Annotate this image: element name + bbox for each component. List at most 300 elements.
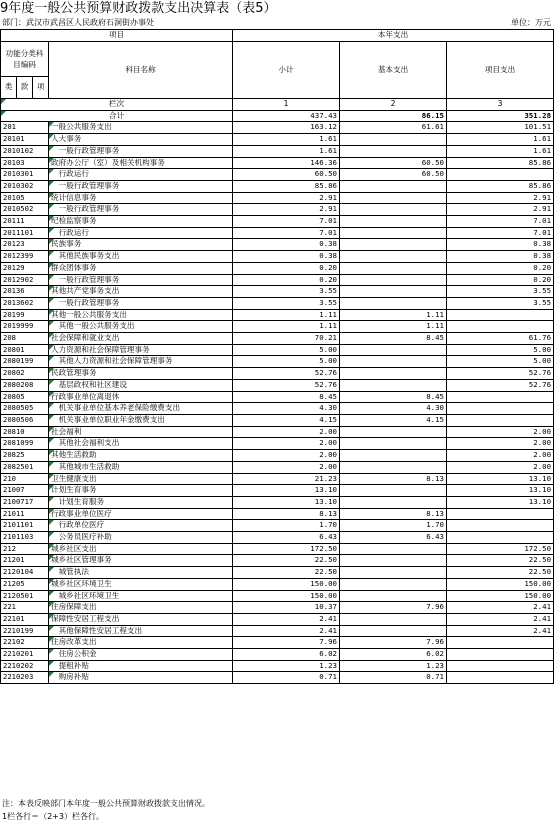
- row-item-name: 其他城市生活救助: [49, 461, 233, 473]
- row-code: 20825: [1, 450, 49, 462]
- header-item-name: 科目名称: [49, 42, 233, 99]
- row-project: 2.91: [447, 204, 554, 216]
- row-project: [447, 649, 554, 661]
- row-basic: 8.45: [340, 333, 447, 345]
- row-code: 20805: [1, 391, 49, 403]
- row-code: 2101103: [1, 532, 49, 544]
- row-code: 2013602: [1, 297, 49, 309]
- row-basic: [340, 204, 447, 216]
- row-item-name: 民政管理事务: [49, 368, 233, 380]
- row-item-name: 群众团体事务: [49, 262, 233, 274]
- table-row: [1, 180, 554, 192]
- row-code: 210: [1, 473, 49, 485]
- row-project: 7.01: [447, 227, 554, 239]
- row-project: 52.76: [447, 379, 554, 391]
- row-basic: [340, 379, 447, 391]
- row-item-name: 政府办公厅（室）及相关机构事务: [49, 157, 233, 169]
- row-code: 20105: [1, 192, 49, 204]
- header-expenditure: 本年支出: [233, 30, 554, 42]
- header-basic: 基本支出: [340, 42, 447, 99]
- row-item-name: 一般行政管理事务: [49, 297, 233, 309]
- row-subtotal: 163.12: [233, 122, 340, 134]
- row-project: 13.10: [447, 485, 554, 497]
- row-code: 2210199: [1, 625, 49, 637]
- row-project: [447, 169, 554, 181]
- table-row: [1, 274, 554, 286]
- row-project: 3.55: [447, 297, 554, 309]
- row-code: 20103: [1, 157, 49, 169]
- row-code: 20111: [1, 216, 49, 228]
- row-basic: [340, 274, 447, 286]
- row-basic: 1.11: [340, 309, 447, 321]
- table-row: [1, 625, 554, 637]
- row-project: 1.61: [447, 134, 554, 146]
- row-code: 20129: [1, 262, 49, 274]
- row-code: 2082501: [1, 461, 49, 473]
- table-row: [1, 192, 554, 204]
- table-row: [1, 262, 554, 274]
- row-subtotal: 146.36: [233, 157, 340, 169]
- row-project: [447, 637, 554, 649]
- row-basic: [340, 590, 447, 602]
- column-index-3: 3: [447, 99, 554, 111]
- row-item-name: 统计信息事务: [49, 192, 233, 204]
- row-project: [447, 309, 554, 321]
- row-item-name: 其他一般公共服务支出: [49, 309, 233, 321]
- row-basic: [340, 485, 447, 497]
- row-basic: [340, 625, 447, 637]
- row-basic: [340, 567, 447, 579]
- table-row: [1, 239, 554, 251]
- row-code: 2210202: [1, 660, 49, 672]
- row-item-name: 社会保障和就业支出: [49, 333, 233, 345]
- row-item-name: 人力资源和社会保障管理事务: [49, 344, 233, 356]
- row-code: 2010102: [1, 145, 49, 157]
- row-subtotal: 2.00: [233, 426, 340, 438]
- row-basic: 4.30: [340, 403, 447, 415]
- row-project: 22.50: [447, 567, 554, 579]
- row-basic: [340, 344, 447, 356]
- row-code: 201: [1, 122, 49, 134]
- row-project: [447, 660, 554, 672]
- row-project: 2.41: [447, 602, 554, 614]
- row-project: 22.50: [447, 555, 554, 567]
- row-item-name: 购房补贴: [49, 672, 233, 684]
- row-basic: [340, 297, 447, 309]
- row-project: 2.00: [447, 438, 554, 450]
- row-project: 0.20: [447, 274, 554, 286]
- table-row: [1, 438, 554, 450]
- row-subtotal: 1.61: [233, 134, 340, 146]
- row-project: 0.38: [447, 251, 554, 263]
- total-basic: 86.15: [340, 110, 447, 122]
- row-item-name: 城乡社区支出: [49, 543, 233, 555]
- row-basic: [340, 239, 447, 251]
- row-code: 20802: [1, 368, 49, 380]
- row-basic: [340, 262, 447, 274]
- row-basic: [340, 543, 447, 555]
- row-item-name: 提租补贴: [49, 660, 233, 672]
- row-basic: [340, 145, 447, 157]
- row-code: 2010502: [1, 204, 49, 216]
- row-code: 2081099: [1, 438, 49, 450]
- row-basic: [340, 450, 447, 462]
- row-project: 2.41: [447, 613, 554, 625]
- row-item-name: 行政运行: [49, 169, 233, 181]
- row-item-name: 一般公共服务支出: [49, 122, 233, 134]
- row-item-name: 城乡社区环境卫生: [49, 590, 233, 602]
- header-project-exp: 项目支出: [447, 42, 554, 99]
- row-project: [447, 391, 554, 403]
- row-code: 22101: [1, 613, 49, 625]
- total-project: 351.28: [447, 110, 554, 122]
- row-item-name: 行政事业单位医疗: [49, 508, 233, 520]
- row-subtotal: 22.50: [233, 555, 340, 567]
- row-subtotal: 1.23: [233, 660, 340, 672]
- row-code: 221: [1, 602, 49, 614]
- row-basic: 7.96: [340, 637, 447, 649]
- row-code: 2080199: [1, 356, 49, 368]
- row-subtotal: 1.11: [233, 309, 340, 321]
- row-code: 2011101: [1, 227, 49, 239]
- row-subtotal: 6.02: [233, 649, 340, 661]
- row-project: [447, 321, 554, 333]
- row-basic: [340, 180, 447, 192]
- row-project: 13.10: [447, 496, 554, 508]
- table-row: [1, 145, 554, 157]
- total-row: [1, 110, 554, 122]
- row-project: [447, 532, 554, 544]
- row-subtotal: 7.96: [233, 637, 340, 649]
- table-row: [1, 637, 554, 649]
- row-code: 2080208: [1, 379, 49, 391]
- row-subtotal: 3.55: [233, 297, 340, 309]
- row-project: 150.00: [447, 590, 554, 602]
- row-item-name: 行政单位医疗: [49, 520, 233, 532]
- table-row: [1, 251, 554, 263]
- row-project: 85.86: [447, 157, 554, 169]
- table-row: [1, 578, 554, 590]
- row-item-name: 一般行政管理事务: [49, 145, 233, 157]
- row-basic: [340, 192, 447, 204]
- row-item-name: 机关事业单位职业年金缴费支出: [49, 414, 233, 426]
- row-project: 5.00: [447, 344, 554, 356]
- row-subtotal: 52.76: [233, 379, 340, 391]
- row-basic: 60.50: [340, 157, 447, 169]
- row-project: 85.86: [447, 180, 554, 192]
- row-code: 2210203: [1, 672, 49, 684]
- row-subtotal: 2.41: [233, 625, 340, 637]
- table-row: [1, 450, 554, 462]
- row-code: 2210201: [1, 649, 49, 661]
- table-row: [1, 356, 554, 368]
- row-basic: 6.02: [340, 649, 447, 661]
- table-row: [1, 555, 554, 567]
- row-subtotal: 85.86: [233, 180, 340, 192]
- row-item-name: 计划生育服务: [49, 496, 233, 508]
- row-basic: [340, 426, 447, 438]
- header-subtotal: 小计: [233, 42, 340, 99]
- row-basic: 1.11: [340, 321, 447, 333]
- row-subtotal: 150.00: [233, 590, 340, 602]
- row-basic: [340, 368, 447, 380]
- row-subtotal: 172.50: [233, 543, 340, 555]
- total-label: 合计: [1, 110, 233, 122]
- row-code: 2019999: [1, 321, 49, 333]
- row-code: 2010302: [1, 180, 49, 192]
- row-item-name: 纪检监察事务: [49, 216, 233, 228]
- row-subtotal: 52.76: [233, 368, 340, 380]
- row-basic: [340, 286, 447, 298]
- row-basic: [340, 251, 447, 263]
- table-row: [1, 169, 554, 181]
- row-code: 20810: [1, 426, 49, 438]
- table-row: [1, 660, 554, 672]
- row-project: 2.00: [447, 461, 554, 473]
- table-row: [1, 134, 554, 146]
- row-item-name: 其他人力资源和社会保障管理事务: [49, 356, 233, 368]
- table-row: [1, 309, 554, 321]
- row-project: [447, 403, 554, 415]
- row-subtotal: 3.55: [233, 286, 340, 298]
- table-row: [1, 344, 554, 356]
- row-item-name: 其他生活救助: [49, 450, 233, 462]
- row-subtotal: 4.15: [233, 414, 340, 426]
- row-code: 20123: [1, 239, 49, 251]
- table-row: [1, 216, 554, 228]
- row-item-name: 其他共产党事务支出: [49, 286, 233, 298]
- row-basic: [340, 555, 447, 567]
- row-item-name: 卫生健康支出: [49, 473, 233, 485]
- row-item-name: 其他保障性安居工程支出: [49, 625, 233, 637]
- row-code: 21011: [1, 508, 49, 520]
- row-item-name: 保障性安居工程支出: [49, 613, 233, 625]
- table-row: [1, 649, 554, 661]
- row-basic: [340, 216, 447, 228]
- table-row: [1, 613, 554, 625]
- row-basic: [340, 613, 447, 625]
- row-basic: 1.70: [340, 520, 447, 532]
- department-label: 部门：武汉市武昌区人民政府石洞街办事处: [2, 18, 154, 27]
- header-row-2: [1, 42, 554, 77]
- header-row-1: [1, 30, 554, 42]
- row-code: 2100717: [1, 496, 49, 508]
- row-project: 1.61: [447, 145, 554, 157]
- row-subtotal: 4.30: [233, 403, 340, 415]
- row-basic: 0.71: [340, 672, 447, 684]
- unit-label: 单位：万元: [511, 18, 551, 27]
- row-basic: [340, 461, 447, 473]
- row-item-name: 城乡社区环境卫生: [49, 578, 233, 590]
- row-project: 2.41: [447, 625, 554, 637]
- table-row: [1, 403, 554, 415]
- table-row: [1, 204, 554, 216]
- header-lei: 类: [1, 77, 17, 99]
- row-subtotal: 13.10: [233, 496, 340, 508]
- table-row: [1, 286, 554, 298]
- row-subtotal: 2.00: [233, 438, 340, 450]
- expenditure-table: [0, 29, 554, 684]
- row-basic: [340, 578, 447, 590]
- table-row: [1, 567, 554, 579]
- table-row: [1, 485, 554, 497]
- row-subtotal: 1.11: [233, 321, 340, 333]
- row-subtotal: 10.37: [233, 602, 340, 614]
- row-project: 2.00: [447, 426, 554, 438]
- table-row: [1, 414, 554, 426]
- table-row: [1, 672, 554, 684]
- row-subtotal: 0.20: [233, 274, 340, 286]
- row-code: 20101: [1, 134, 49, 146]
- row-item-name: 社会福利: [49, 426, 233, 438]
- row-project: [447, 508, 554, 520]
- row-project: 2.91: [447, 192, 554, 204]
- table-row: [1, 426, 554, 438]
- row-project: 101.51: [447, 122, 554, 134]
- row-project: 0.38: [447, 239, 554, 251]
- header-xiang: 项: [33, 77, 49, 99]
- row-code: 2010301: [1, 169, 49, 181]
- table-row: [1, 297, 554, 309]
- row-item-name: 行政运行: [49, 227, 233, 239]
- row-item-name: 人大事务: [49, 134, 233, 146]
- row-subtotal: 0.38: [233, 251, 340, 263]
- row-code: 22102: [1, 637, 49, 649]
- row-basic: [340, 227, 447, 239]
- row-code: 20801: [1, 344, 49, 356]
- column-index-2: 2: [340, 99, 447, 111]
- row-project: 3.55: [447, 286, 554, 298]
- column-index-1: 1: [233, 99, 340, 111]
- row-code: 20136: [1, 286, 49, 298]
- row-basic: [340, 356, 447, 368]
- row-project: [447, 672, 554, 684]
- row-code: 2012399: [1, 251, 49, 263]
- table-row: [1, 473, 554, 485]
- table-row: [1, 602, 554, 614]
- row-basic: [340, 438, 447, 450]
- row-item-name: 城乡社区管理事务: [49, 555, 233, 567]
- header-kuan: 款: [17, 77, 33, 99]
- row-basic: 7.96: [340, 602, 447, 614]
- table-row: [1, 461, 554, 473]
- row-item-name: 机关事业单位基本养老保险缴费支出: [49, 403, 233, 415]
- row-code: 2080505: [1, 403, 49, 415]
- table-row: [1, 508, 554, 520]
- table-row: [1, 227, 554, 239]
- table-row: [1, 157, 554, 169]
- row-project: [447, 414, 554, 426]
- row-project: 0.20: [447, 262, 554, 274]
- table-row: [1, 532, 554, 544]
- row-code: 21007: [1, 485, 49, 497]
- row-subtotal: 1.61: [233, 145, 340, 157]
- row-item-name: 其他民族事务支出: [49, 251, 233, 263]
- row-item-name: 民族事务: [49, 239, 233, 251]
- row-item-name: 一般行政管理事务: [49, 274, 233, 286]
- row-subtotal: 2.91: [233, 192, 340, 204]
- row-subtotal: 8.13: [233, 508, 340, 520]
- row-code: 2120104: [1, 567, 49, 579]
- row-label: 栏次: [1, 99, 233, 111]
- table-row: [1, 543, 554, 555]
- row-code: 20199: [1, 309, 49, 321]
- row-basic: 60.50: [340, 169, 447, 181]
- row-project: 13.10: [447, 473, 554, 485]
- footnote-2: 1栏各行＝（2+3）栏各行。: [2, 812, 104, 821]
- row-subtotal: 5.00: [233, 344, 340, 356]
- row-project: 52.76: [447, 368, 554, 380]
- row-code: 212: [1, 543, 49, 555]
- header-project: 项目: [1, 30, 233, 42]
- row-item-name: 公务员医疗补助: [49, 532, 233, 544]
- row-subtotal: 13.10: [233, 485, 340, 497]
- table-row: [1, 379, 554, 391]
- row-subtotal: 5.00: [233, 356, 340, 368]
- row-subtotal: 0.38: [233, 239, 340, 251]
- table-row: [1, 520, 554, 532]
- row-basic: 8.13: [340, 473, 447, 485]
- row-item-name: 其他社会福利支出: [49, 438, 233, 450]
- row-item-name: 住房改革支出: [49, 637, 233, 649]
- row-project: 7.01: [447, 216, 554, 228]
- footnote-1: 注：本表反映部门本年度一般公共预算财政拨款支出情况。: [2, 799, 210, 808]
- row-basic: 4.15: [340, 414, 447, 426]
- row-basic: 8.45: [340, 391, 447, 403]
- footnotes: [2, 797, 210, 823]
- row-subtotal: 150.00: [233, 578, 340, 590]
- row-subtotal: 2.91: [233, 204, 340, 216]
- row-subtotal: 2.00: [233, 450, 340, 462]
- row-code: 2120501: [1, 590, 49, 602]
- row-item-name: 行政事业单位离退休: [49, 391, 233, 403]
- row-project: 61.76: [447, 333, 554, 345]
- row-item-name: 基层政权和社区建设: [49, 379, 233, 391]
- row-subtotal: 60.50: [233, 169, 340, 181]
- row-basic: [340, 496, 447, 508]
- row-project: 5.00: [447, 356, 554, 368]
- row-item-name: 其他一般公共服务支出: [49, 321, 233, 333]
- table-row: [1, 122, 554, 134]
- row-subtotal: 70.21: [233, 333, 340, 345]
- row-code: 2080506: [1, 414, 49, 426]
- row-subtotal: 1.70: [233, 520, 340, 532]
- row-subtotal: 21.23: [233, 473, 340, 485]
- table-row: [1, 391, 554, 403]
- row-code: 208: [1, 333, 49, 345]
- report-title: 9年度一般公共预算财政拨款支出决算表（表5）: [0, 1, 277, 16]
- table-row: [1, 321, 554, 333]
- row-item-name: 一般行政管理事务: [49, 204, 233, 216]
- row-subtotal: 0.20: [233, 262, 340, 274]
- row-basic: 8.13: [340, 508, 447, 520]
- row-basic: [340, 134, 447, 146]
- row-basic: 1.23: [340, 660, 447, 672]
- table-row: [1, 496, 554, 508]
- row-item-name: 一般行政管理事务: [49, 180, 233, 192]
- table-row: [1, 333, 554, 345]
- total-subtotal: 437.43: [233, 110, 340, 122]
- row-item-name: 计划生育事务: [49, 485, 233, 497]
- row-project: [447, 520, 554, 532]
- table-row: [1, 590, 554, 602]
- row-item-name: 住房公积金: [49, 649, 233, 661]
- row-basic: 61.61: [340, 122, 447, 134]
- row-subtotal: 0.71: [233, 672, 340, 684]
- row-project: 2.00: [447, 450, 554, 462]
- row-subtotal: 6.43: [233, 532, 340, 544]
- row-code: 2012902: [1, 274, 49, 286]
